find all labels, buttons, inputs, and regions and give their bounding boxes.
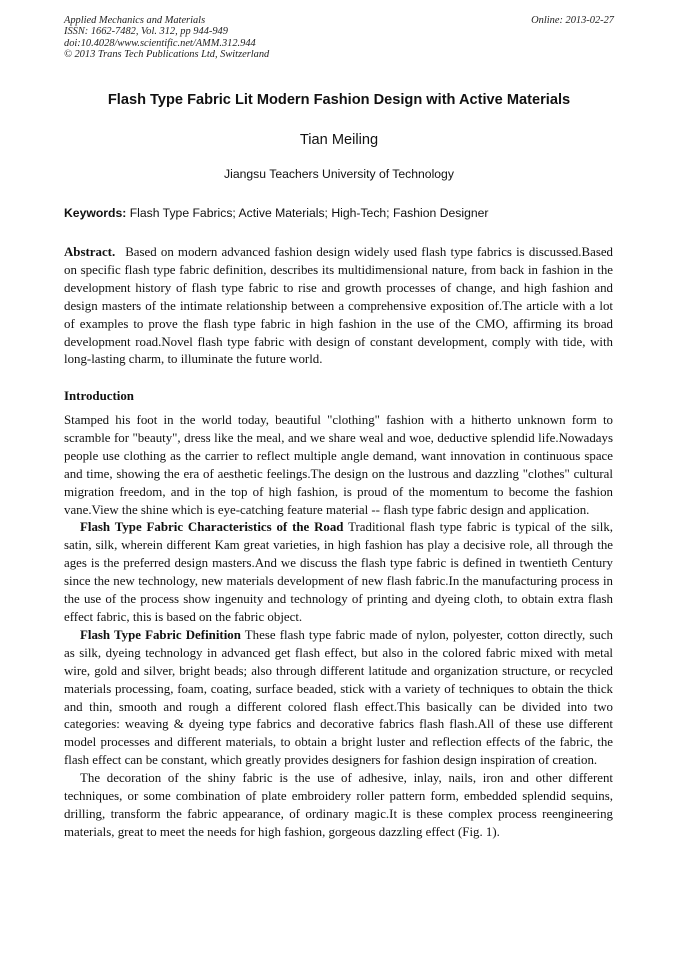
online-date: Online: 2013-02-27 [531,15,614,26]
keywords [64,205,614,221]
abstract [64,244,613,369]
journal-name: Applied Mechanics and Materials [64,15,206,26]
intro-paragraph-3 [64,627,613,770]
journal-copyright: © 2013 Trans Tech Publications Ltd, Switzerland [64,48,270,60]
keywords-label: Keywords: [64,206,127,220]
journal-doi: doi:10.4028/www.scientific.net/AMM.312.944 [64,37,256,49]
paragraph-2-text: Traditional flash type fabric is typical of the silk, satin, silk, wherein different Kam great varieties, in high fashion has play a decisive role, all through the ages is the preferred design masters.And we discuss the flash type fabric is defined in twentieth Century since the new technology, new materials development of new flash fabric.In the manufacturing process in the use of the process show ingenuity and technology of printing and dyeing cloth, to obtain extra flash effect fabric, this is based on the fabric object. [64,520,614,624]
intro-paragraph-4: The decoration of the shiny fabric is the use of adhesive, inlay, nails, iron and other different techniques, or some combination of plate embroidery roller pattern form, embedded splendid sequins, drilling, transform the fabric appearance, of ordinary magic.It is these complex process reengineering materials, great to meet the needs for high fashion, gorgeous dazzling effect (Fig. 1). [64,771,613,839]
abstract-label: Abstract. [64,245,116,259]
paper-title: Flash Type Fabric Lit Modern Fashion Design with Active Materials [107,92,571,108]
journal-info [64,15,269,60]
journal-issn: ISSN: 1662-7482, Vol. 312, pp 944-949 [64,26,228,38]
section-heading-introduction: Introduction [64,389,134,403]
author-affiliation: Jiangsu Teachers University of Technology [224,167,454,181]
introduction-body [64,412,613,842]
author-name: Tian Meiling [299,132,379,148]
subheading-definition: Flash Type Fabric Definition [80,627,241,642]
abstract-text: Based on modern advanced fashion design widely used flash type fabrics is discussed.Based on specific flash type fabric definition, describes its multidimensional nature, from back in fashion in the development history of flash type fabric to rise and growth processes of change, and high fashion and design masters of the intimate relationship between a comprehensive exposition of.The article with a lot of examples to prove the flash type fabric in high fashion in the use of the CMO, affirming its broad development road.Novel flash type fabric with design of constant development, comply with tide, with long-lasting charm, to illuminate the future world. [64,245,613,367]
intro-paragraph-1: Stamped his foot in the world today, beautiful "clothing" fashion with a hitherto unknown form to scramble for "beauty", dress like the meal, and we share weal and woe, deductive splendid life.Nowadays people use clothing as the carrier to reflect multiple angle demand, want innovation in continuous space and time, showing the era of aesthetic feelings.The design on the lustrous and dazzling "clothes" cultural migration freedom, and in the top of high fashion, is proud of the momentum to become the fashion vane.View the shine which is eye-catching feature material -- flash type fabric design and application. [64,413,613,517]
intro-paragraph-2 [64,519,613,626]
paragraph-3-text: These flash type fabric made of nylon, polyester, cotton directly, such as silk, dyeing technology in advanced get flash effect, but also in the colored fabric mixed with metal wire, gold and silver, bright beads; also through different latitude and organization structure, or recycled materials processing, foam, coating, surface beaded, stick with a variety of techniques to obtain the thick and thin, smooth and rough a different colored flash effect.This basically can be divided into two categories: weaving & dyeing type fabrics and decorative fabrics flash flash.All of these use different model processes and different materials, to obtain a bright luster and reflection effects of the fabric, the flash effect can be constant, which greatly provides designers for fashion design inspiration of creation. [64,627,613,768]
keywords-text: Flash Type Fabrics; Active Materials; High-Tech; Fashion Designer [129,206,489,220]
subheading-characteristics: Flash Type Fabric Characteristics of the Road [80,520,344,535]
